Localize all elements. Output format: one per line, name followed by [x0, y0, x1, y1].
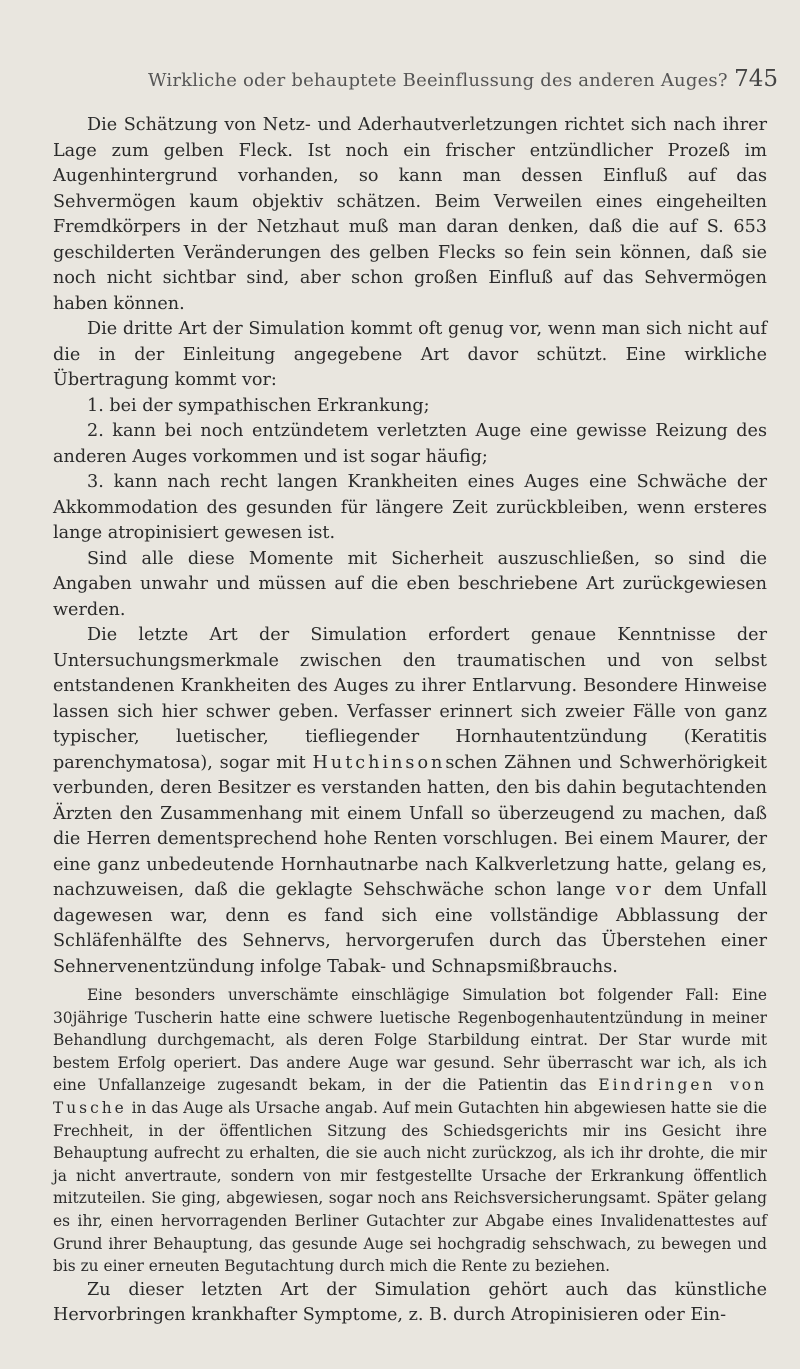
paragraph-4-part-b: schen Zähnen und Schwerhörigkeit verbunden, deren Besitzer es verstanden hatten, den bis dahin begutachtenden Ärzten den Zusammenhang mit einem Unfall so überzeugend zu machen, daß die Herren dementsprechend hohe Renten vorschlugen. Bei einem Maurer, der eine ganz unbedeutende Hornhautnarbe nach Kalkverletzung hatte, gelang es, nachzuweisen, daß die geklagte Sehschwäche schon lange	[53, 752, 768, 900]
running-title: Wirkliche oder behauptete Beeinflussung des anderen Auges?	[148, 70, 728, 91]
emphasized-word: vor	[615, 880, 654, 900]
page-header	[118, 66, 778, 100]
paragraph-6: Zu dieser letzten Art der Simulation gehört auch das künstliche Hervorbringen krankhafter Symptome, z. B. durch Atropinisieren oder Ein-	[53, 1279, 767, 1326]
paragraph-1: Die Schätzung von Netz- und Aderhautverletzungen richtet sich nach ihrer Lage zum gelben Fleck. Ist noch ein frischer entzündlicher Prozeß im Augenhintergrund vorhanden, so kann man dessen Einfluß auf das Sehvermögen kaum objektiv schätzen. Beim Verweilen eines eingeheilten Fremdkörpers in der Netzhaut muß man daran denken, daß die auf S. 653 geschilderten Veränderungen des gelben Flecks so fein sein können, daß sie noch nicht sichtbar sind, aber schon großen Einfluß auf das Sehvermögen haben können.	[53, 115, 767, 314]
page-number: 745	[734, 66, 778, 92]
list-item-1: 1. bei der sympathischen Erkrankung;	[87, 395, 430, 416]
paragraph-4-part-c: dem Unfall dagewesen war, denn es fand sich eine vollständige Abblassung der Schläfenhälfte des Sehnervs, hervorgerufen durch das Überstehen einer Sehnervenentzündung infolge Tabak- und Schnapsmißbrauchs.	[53, 880, 767, 977]
paragraph-4	[53, 623, 767, 980]
paragraph-4-part-a: Die letzte Art der Simulation erfordert genaue Kenntnisse der Untersuchungsmerkmale zwischen den traumatischen und von selbst entstandenen Krankheiten des Auges zu ihrer Entlarvung. Besondere Hinweise lassen sich hier schwer geben. Verfasser erinnert sich zweier Fälle von ganz typischer, luetischer, tiefliegender Hornhautentzündung (Keratitis parenchymatosa), sogar mit	[53, 625, 767, 773]
body-text	[53, 113, 767, 1329]
emphasized-phrase: Eindringen von Tusche	[53, 1076, 767, 1117]
case-report-part-b: in das Auge als Ursache angab. Auf mein Gutachten hin abgewiesen hatte sie die Frechheit, in der öffentlichen Sitzung des Schiedsgerichts mir ins Gesicht ihre Behauptung aufrecht zu erhalten, die sie auch nicht zurückzog, als ich ihr drohte, die mir ja nicht anvertraute, sondern von mir festgestellte Ursache der Erkrankung öffentlich mitzuteilen. Sie ging, abgewiesen, sogar noch ans Reichsversicherungsamt. Später gelang es ihr, einen hervorragenden Berliner Gutachter zur Abgabe eines Invalidenattestes auf Grund ihrer Behauptung, das gesunde Auge sei hochgradig sehschwach, zu bewegen und bis zu einer erneuten Begutachtung durch mich die Rente zu beziehen.	[53, 1098, 767, 1276]
case-report-part-a: Eine besonders unverschämte einschlägige Simulation bot folgender Fall: Eine 30jährige Tuscherin hatte eine schwere luetische Regenbogenhautentzündung in meiner Behandlung durchgemacht, als deren Folge Starbildung eintrat. Der Star wurde mit bestem Erfolg operiert. Das andere Auge war gesund. Sehr überrascht war ich, als ich eine Unfallanzeige zugesandt bekam, in der die Patientin das	[53, 986, 767, 1095]
paragraph-2: Die dritte Art der Simulation kommt oft genug vor, wenn man sich nicht auf die in der Einleitung angegebene Art davor schützt. Eine wirkliche Übertragung kommt vor:	[53, 319, 767, 390]
case-report-paragraph	[53, 984, 767, 1278]
list-item-2: 2. kann bei noch entzündetem verletzten Auge eine gewisse Reizung des anderen Auges vorkommen und ist sogar häufig;	[53, 421, 767, 467]
paragraph-3: Sind alle diese Momente mit Sicherheit auszuschließen, so sind die Angaben unwahr und müssen auf die eben beschriebene Art zurückgewiesen werden.	[53, 548, 767, 620]
list-item-3: 3. kann nach recht langen Krankheiten eines Auges eine Schwäche der Akkommodation des gesunden für längere Zeit zurückbleiben, wenn ersteres lange atropinisiert gewesen ist.	[53, 472, 767, 543]
emphasized-name: Hutchinson	[312, 752, 446, 773]
